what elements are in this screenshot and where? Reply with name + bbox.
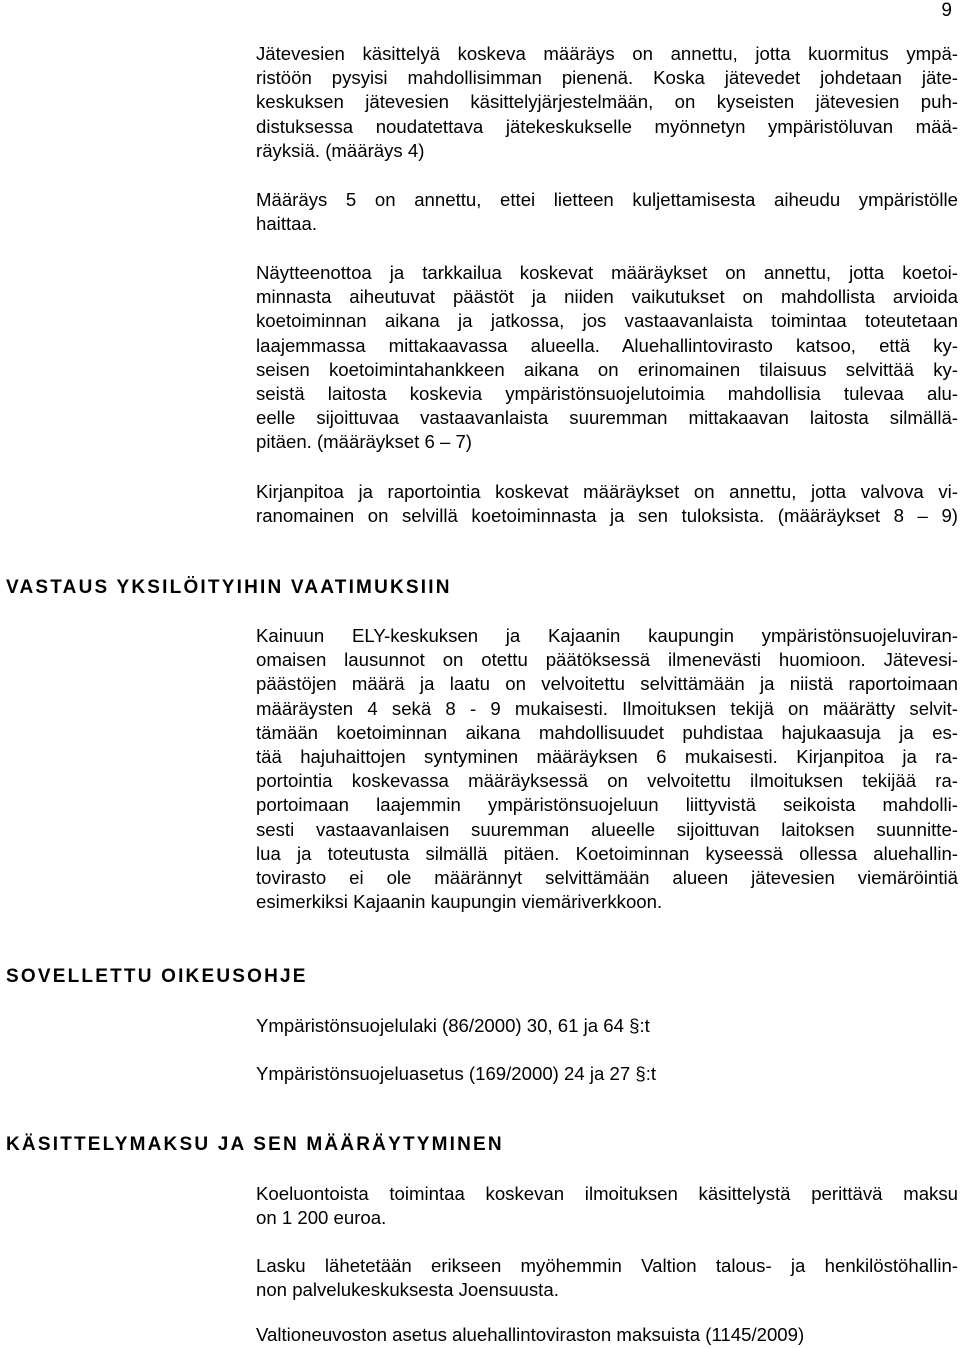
paragraph-environmental-protection-decree	[256, 1062, 958, 1086]
text-line: keskuksen jätevesien käsittelyjärjestelmään, on kyseisten jätevesien puh-	[256, 91, 958, 113]
text-line: Näytteenottoa ja tarkkailua koskevat määräykset on annettu, jotta koetoi-	[256, 262, 958, 283]
text-line: distuksessa noudatettava jätekeskukselle myönnetyn ympäristöluvan mää-	[256, 115, 958, 137]
text-line: Ympäristönsuojeluasetus (169/2000) 24 ja 27 §:t	[256, 1063, 657, 1084]
text-line: Ympäristönsuojelulaki (86/2000) 30, 61 ja 64 §:t	[256, 1015, 650, 1036]
text-line: Lasku lähetetään erikseen myöhemmin Valtion talous- ja henkilöstöhallin-	[256, 1255, 958, 1276]
text-line: portointia koskevassa määräyksessä on velvoitettu ilmoituksen tekijää ra-	[256, 770, 958, 792]
text-line: tämään koetoiminnan aikana mahdollisuudet puhdistaa hajukaasuja ja es-	[256, 721, 958, 743]
page-number: 9	[941, 0, 952, 21]
paragraph-environmental-protection-act	[256, 1014, 958, 1038]
paragraph-statements-considered	[256, 624, 958, 914]
text-line: ranomainen on selvillä koetoiminnasta ja sen tuloksista. (määräykset 8 – 9)	[256, 505, 958, 527]
text-line: Jätevesien käsittelyä koskeva määräys on annettu, jotta kuormitus ympä-	[256, 43, 958, 64]
text-line: määräysten 4 sekä 8 - 9 mukaisesti. Ilmoituksen tekijä on määrätty selvit-	[256, 697, 958, 719]
text-line: on 1 200 euroa.	[256, 1207, 387, 1229]
section-heading-applied-law: SOVELLETTU OIKEUSOHJE	[6, 966, 308, 987]
text-line: pitäen. (määräykset 6 – 7)	[256, 431, 472, 453]
section-heading-response-to-demands: VASTAUS YKSILÖITYIHIN VAATIMUKSIIN	[6, 577, 452, 598]
text-line: portoimaan laajemmin ympäristönsuojeluun liittyvistä seikoista mahdolli-	[256, 794, 958, 816]
text-line: haittaa.	[256, 213, 317, 235]
text-line: seisen koetoimintahankkeen aikana on erinomainen tilaisuus selvittää ky-	[256, 358, 958, 380]
text-line: tää hajuhaittojen syntyminen määräyksen 6 mukaisesti. Kirjanpitoa ja ra-	[256, 746, 958, 768]
text-line: tovirasto ei ole määrännyt selvittämään alueen jätevesien viemäröintiä	[256, 867, 958, 889]
text-line: sesti vastaavanlaisen suuremman alueelle sijoittuvan laitoksen suunnitte-	[256, 818, 958, 840]
text-line: minnasta aiheutuvat päästöt ja niiden vaikutukset on mahdollista arvioida	[256, 286, 958, 308]
text-line: päästöjen määrä ja laatu on velvoitettu selvittämään ja niistä raportoimaan	[256, 673, 958, 695]
text-line: eelle sijoittuvaa vastaavanlaista suuremman mittakaavan laitosta silmällä-	[256, 407, 958, 429]
paragraph-sampling-monitoring	[256, 261, 958, 455]
paragraph-bookkeeping-reporting	[256, 480, 958, 528]
text-line: räyksiä. (määräys 4)	[256, 139, 425, 161]
text-line: laajemmassa mittakaavassa alueella. Aluehallintovirasto katsoo, että ky-	[256, 334, 958, 356]
text-line: koetoiminnan aikana ja jatkossa, jos vastaavanlaista toimintaa toteutetaan	[256, 310, 958, 332]
text-line: ristöön pysyisi mahdollisimman pienenä. Koska jätevedet johdetaan jäte-	[256, 67, 958, 89]
paragraph-invoice-info	[256, 1254, 958, 1302]
text-line: Kirjanpitoa ja raportointia koskevat määräykset on annettu, jotta valvova vi-	[256, 481, 958, 502]
text-line: Valtioneuvoston asetus aluehallintoviraston maksuista (1145/2009)	[256, 1324, 805, 1345]
text-line: omaisen lausunnot on otettu päätöksessä ilmenevästi huomioon. Jätevesi-	[256, 649, 958, 671]
paragraph-fee-decree	[256, 1323, 958, 1347]
text-line: esimerkiksi Kajaanin kaupungin viemäriverkkoon.	[256, 891, 663, 913]
paragraph-sludge-transport	[256, 188, 958, 236]
text-line: seistä laitosta koskevia ympäristönsuojelutoimia mahdollisia tulevaa alu-	[256, 383, 958, 405]
paragraph-wastewater-treatment	[256, 42, 958, 163]
section-heading-processing-fee: KÄSITTELYMAKSU JA SEN MÄÄRÄYTYMINEN	[6, 1134, 504, 1155]
text-line: lua ja toteutusta silmällä pitäen. Koetoiminnan kyseessä ollessa aluehallin-	[256, 842, 958, 864]
text-line: Kainuun ELY-keskuksen ja Kajaanin kaupungin ympäristönsuojeluviran-	[256, 625, 958, 646]
text-line: Määräys 5 on annettu, ettei lietteen kuljettamisesta aiheudu ympäristölle	[256, 189, 958, 210]
text-line: Koeluontoista toimintaa koskevan ilmoituksen käsittelystä perittävä maksu	[256, 1183, 958, 1204]
paragraph-fee-amount	[256, 1182, 958, 1230]
text-line: non palvelukeskuksesta Joensuusta.	[256, 1279, 559, 1301]
